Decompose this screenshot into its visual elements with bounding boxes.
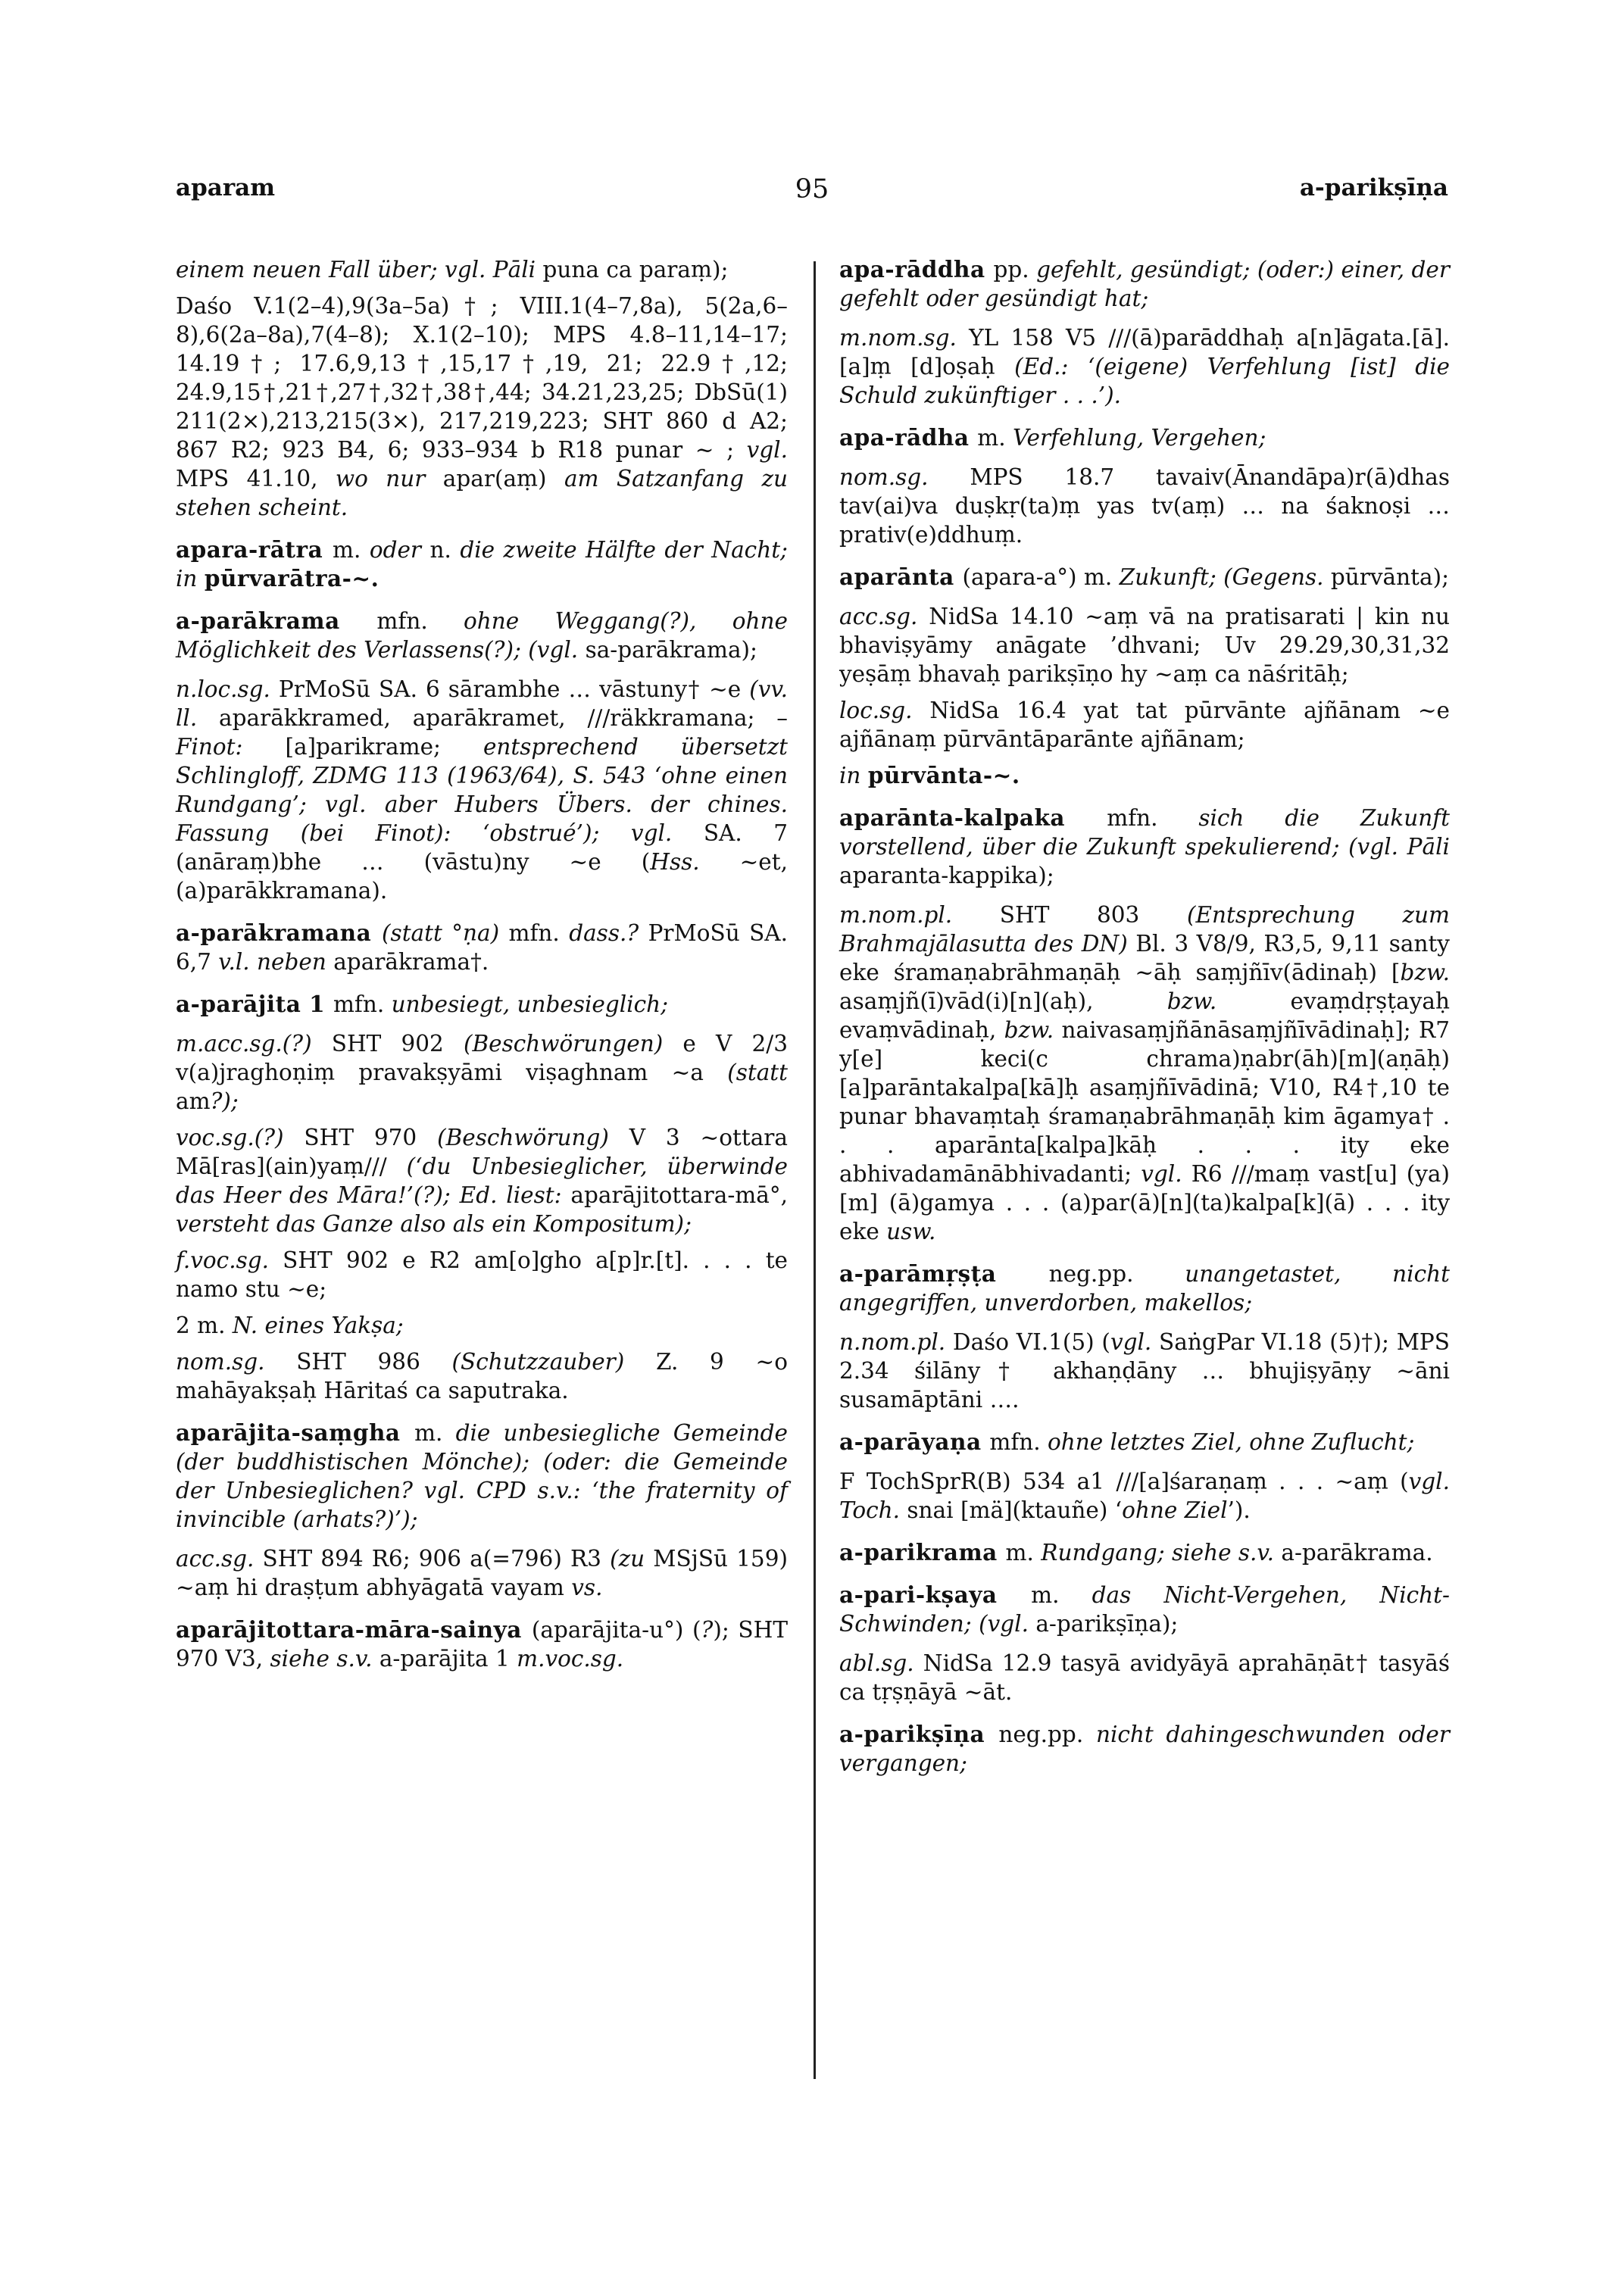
text-run: SHT 894 R6; 906 a(=796) R3 (262, 1546, 611, 1572)
text-run: mfn. (376, 608, 464, 634)
text-run: NidSa 12.9 tasyā avidyāyā aprahāṇāt† tasyāś ca tṛṣṇāyā ~āt. (839, 1650, 1450, 1705)
italic-text: Finot: (176, 734, 286, 760)
headword: aparājita-saṃgha (176, 1419, 415, 1446)
italic-text: (‘du Unbesieglicher, überwinde das Heer des Māra!’(?); Ed. liest: (176, 1153, 788, 1208)
headword: pūrvarātra-~. (204, 565, 379, 592)
italic-text: N. eines Yakṣa; (232, 1313, 404, 1338)
headword: a-parāyaṇa (839, 1428, 990, 1455)
italic-text: n.nom.pl. (839, 1329, 953, 1355)
headword: aparājitottara-māra-sainya (176, 1616, 532, 1643)
italic-text: wo nur (335, 466, 443, 492)
italic-text: bzw. (1004, 1017, 1062, 1043)
italic-text: vgl. (1110, 1329, 1160, 1355)
italic-text: (statt °ṇa) (382, 920, 509, 946)
text-run: naivasaṃjñānāsaṃjñīvādinaḥ]; R7 y[e] keci(c chrama)ṇabr(āh)[m](aṇāḥ) [a]parāntakalpa[kā]ḥ asaṃjñīvādinā; V10, R4†,10 te punar bhavaṃtaḥ śramaṇabrāhmaṇāḥ kim āgamya† . . . aparānta[kalpa]kāḥ . . . ity eke abhivadamānābhivadanti; (839, 1017, 1450, 1187)
headword: a-parikrama (839, 1539, 1006, 1566)
italic-text: (Beschwörungen) (463, 1031, 683, 1057)
entry-paragraph (176, 1544, 788, 1602)
dictionary-entry (839, 1720, 1450, 1778)
entry-paragraph (176, 1123, 788, 1238)
entry-paragraph (839, 696, 1450, 754)
dictionary-entry (839, 1581, 1450, 1638)
italic-text: ?); (210, 1088, 239, 1114)
italic-text: acc.sg. (839, 604, 929, 629)
italic-text: (Beschwörung) (437, 1125, 629, 1150)
text-run: m. (977, 425, 1013, 451)
text-run: Daśo VI.1(5) ( (952, 1329, 1110, 1355)
text-run: m. (1031, 1582, 1092, 1608)
text-run: aparākkramed, aparākramet, ///räkkramana; – (219, 705, 789, 731)
italic-text: m.voc.sg. (517, 1646, 624, 1672)
text-run: V 3 ~ottara Mā[ras](ain)yaṃ/// (176, 1125, 788, 1179)
entry-paragraph (839, 901, 1450, 1246)
italic-text: gefehlt, gesündigt; (oder:) einer, der gefehlt oder gesündigt hat; (839, 257, 1450, 311)
entry-paragraph (176, 1311, 788, 1340)
italic-text: nom.sg. (839, 464, 970, 490)
text-run: aparājitottara-mā°, (570, 1182, 788, 1208)
italic-text: acc.sg. (176, 1546, 263, 1572)
entry-paragraph (839, 463, 1450, 549)
entry-paragraph (839, 1467, 1450, 1525)
italic-text: bzw. (1400, 960, 1450, 985)
text-run: NidSa 16.4 yat tat pūrvānte ajñānam ~e ajñānaṃ pūrvāntāparānte ajñānam; (839, 698, 1451, 752)
text-run: mfn. (508, 920, 570, 946)
text-run: MSjSū 159) ~aṃ hi draṣṭum abhyāgatā vayam (176, 1546, 788, 1600)
italic-text: siehe s.v. (270, 1646, 379, 1672)
italic-text: (zu (610, 1546, 654, 1572)
headword: aparānta (839, 563, 963, 590)
italic-text: Verfehlung, Vergehen; (1012, 425, 1266, 451)
italic-text: in (839, 763, 868, 788)
italic-text: v.l. neben (218, 949, 334, 975)
text-run: R6 ///maṃ vast[u] (ya)[m] (ā)gamya . . . (a)par(ā)[n](ta)kalpa[k](ā) . . . ity eke (839, 1161, 1451, 1244)
text-run: neg.pp. (1048, 1261, 1185, 1287)
text-run: YL 158 V5 ///(ā)parāddhaḥ a[n]āgata.[ā].[a]ṃ [d]oṣaḥ (839, 325, 1450, 379)
dictionary-entry (839, 563, 1450, 592)
italic-text: einem neuen Fall über; vgl. Pāli (176, 257, 543, 283)
dictionary-entry (176, 1419, 788, 1534)
dictionary-entry (839, 255, 1450, 313)
italic-text: (Entsprechung zum Brahmajālasutta des DN) (839, 902, 1450, 957)
entry-paragraph (839, 1328, 1450, 1414)
header-right-catchword: a-parikṣīṇa (1299, 174, 1448, 201)
text-run: SHT 970 (304, 1125, 438, 1150)
page-header (0, 174, 1624, 220)
dictionary-entry (839, 804, 1450, 890)
italic-text: Rundgang; siehe s.v. (1041, 1540, 1282, 1566)
headword: apara-rātra (176, 536, 333, 563)
headword: aparānta-kalpaka (839, 804, 1107, 831)
italic-text: vgl. (746, 437, 788, 463)
text-run: a-parākrama. (1281, 1540, 1433, 1566)
text-run: F TochSprR(B) 534 a1 ///[a]śaraṇaṃ . . . ~aṃ ( (839, 1469, 1409, 1494)
dictionary-entry (839, 1260, 1450, 1317)
text-run: ’). (1227, 1497, 1251, 1523)
text-run: am (176, 1088, 211, 1114)
italic-text: m.nom.sg. (839, 325, 970, 351)
italic-text: versteht das Ganze also als ein Kompositum); (176, 1211, 692, 1237)
italic-text: (vv. ll. (176, 676, 788, 731)
text-run: apar(aṃ) (442, 466, 564, 492)
italic-text: vgl. (1141, 1161, 1191, 1187)
italic-text: abl.sg. (839, 1650, 923, 1676)
entry-paragraph (839, 323, 1450, 410)
italic-text: die zweite Hälfte der Nacht; in (176, 537, 788, 592)
column-divider (814, 261, 816, 2079)
entry-paragraph (176, 1347, 788, 1405)
italic-text: vs. (571, 1575, 603, 1600)
headword: a-parākramana (176, 919, 383, 946)
italic-text: unangetastet, nicht angegriffen, unverdorben, makellos; (839, 1261, 1450, 1316)
header-left-catchword: aparam (176, 174, 276, 201)
text-run: (apara-a°) m. (962, 564, 1120, 590)
italic-text: dass.? (569, 920, 648, 946)
dictionary-entry (176, 607, 788, 664)
italic-text: am Satzanfang zu stehen scheint. (176, 466, 788, 520)
text-run: SA. 7 (anāraṃ)bhe … (vāstu)ny ~e ( (176, 820, 788, 875)
headword: a-parākrama (176, 607, 377, 634)
italic-text: f.voc.sg. (176, 1247, 283, 1273)
italic-text: usw. (886, 1219, 936, 1244)
text-run: puna ca paraṃ); (542, 257, 729, 283)
text-run: (aparājita-u°) ( (531, 1617, 701, 1643)
dictionary-entry (176, 990, 788, 1019)
text-run: SHT 902 (331, 1031, 464, 1057)
text-run: PrMoSū SA. 6 sārambhe … vāstuny† ~e (278, 676, 750, 702)
italic-text: entsprechend übersetzt Schlingloff, ZDMG 113 (1963/64), S. 543 ‘ohne einen Rundgang’; vgl. aber Hubers Übers. der chines. Fassung (bei Finot): ‘obstrué’); vgl. (176, 734, 788, 846)
text-run: m. (414, 1420, 456, 1446)
text-run: e V 2/3 v(a)jraghoṇiṃ pravakṣyāmi viṣaghnam ~a (176, 1031, 788, 1085)
italic-text: m.nom.pl. (839, 902, 1000, 928)
italic-text: n.loc.sg. (176, 676, 279, 702)
text-run: asaṃjñ(ī)vād(i)[n](aḥ), (839, 988, 1167, 1014)
text-run: a-parājita 1 (379, 1646, 517, 1672)
text-run: ~et, (a)parākkramana). (176, 849, 788, 904)
italic-text: ohne letztes Ziel, ohne Zuflucht; (1048, 1429, 1415, 1455)
entry-paragraph (176, 675, 788, 905)
text-run: mfn. (333, 991, 392, 1017)
italic-text: nom.sg. (176, 1349, 297, 1375)
italic-text: oder (369, 537, 430, 563)
text-run: MPS 18.7 tavaiv(Ānandāpa)r(ā)dhas tav(ai)va duṣkṛ(ta)ṃ yas tv(aṃ) … na śaknoṣi … prativ(e)ddhuṃ. (839, 464, 1451, 548)
text-run: SHT 902 e R2 am[o]gho a[p]r.[t]. . . . te namo stu ~e; (176, 1247, 789, 1302)
entry-paragraph (839, 602, 1450, 688)
text-run: mfn. (1107, 805, 1199, 831)
text-run: neg.pp. (998, 1722, 1096, 1747)
text-run: Bl. 3 V8/9, R3,5, 9,11 santy eke śramaṇabrāhmaṇāḥ ~āḥ saṃjñīv(ādinaḥ) [ (839, 931, 1450, 985)
headword: a-pari-kṣaya (839, 1581, 1032, 1608)
entry-paragraph (839, 1649, 1450, 1706)
italic-text: Zukunft; (Gegens. (1119, 564, 1331, 590)
entry-paragraph (176, 1029, 788, 1116)
text-run: SaṅgPar VI.18 (5)†); MPS 2.34 śilāny† akhaṇḍāny … bhujiṣyāṇy ~āni susamāptāni …. (839, 1329, 1450, 1413)
italic-text: unbesiegt, unbesieglich; (391, 991, 669, 1017)
dictionary-entry (176, 919, 788, 976)
italic-text: voc.sg.(?) (176, 1125, 304, 1150)
dictionary-entry (176, 1616, 788, 1673)
text-run: 2 m. (176, 1313, 233, 1338)
text-run: ); SHT 970 V3, (176, 1617, 788, 1672)
entry-paragraph (839, 761, 1450, 790)
text-run: Daśo V.1(2–4),9(3a–5a)†; VIII.1(4–7,8a), 5(2a,6–8),6(2a–8a),7(4–8); X.1(2–10); MPS 4.8–11,14–17; 14.19†; 17.6,9,13†,15,17†,19, 21; 22.9†,12; 24.9,15†,21†,27†,32†,38†,44; 34.21,23,25; DbSū(1) 211(2×),213,215(3×), 217,219,223; SHT 860 d A2; 867 R2; 923 B4, 6; 933–934 b R18 punar ~ ; (176, 293, 788, 463)
text-run: NidSa 14.10 ~aṃ vā na pratisarati | kin nu bhaviṣyāmy anāgate ’dhvani; Uv 29.29,30,31,32 yeṣāṃ bhavaḥ parikṣīṇo hy ~aṃ ca nāśritāḥ; (839, 604, 1450, 687)
text-run: a-parikṣīṇa); (1035, 1611, 1179, 1637)
page-number: 95 (795, 174, 829, 204)
text-run: MPS 41.10, (176, 466, 336, 492)
italic-text: (Schutzzauber) (451, 1349, 656, 1375)
headword: apa-rāddha (839, 256, 994, 283)
dictionary-entry (839, 1538, 1450, 1567)
text-run: pūrvānta); (1330, 564, 1450, 590)
italic-text: nicht dahingeschwunden oder vergangen; (839, 1722, 1450, 1776)
text-run: snai [mä](ktauñe) ‘ (907, 1497, 1123, 1523)
dictionary-entry (839, 423, 1450, 452)
headword: pūrvānta-~. (867, 762, 1020, 788)
text-run: m. (1005, 1540, 1042, 1566)
headword: a-parājita 1 (176, 991, 333, 1017)
text-run: aparanta-kappika); (839, 863, 1054, 888)
entry-paragraph (176, 255, 788, 284)
italic-text: ohne Weggang(?), ohne Möglichkeit des Verlassens(?); (vgl. (176, 608, 788, 663)
italic-text: bzw. (1166, 988, 1291, 1014)
text-run: m. (333, 537, 370, 563)
entry-paragraph (176, 1246, 788, 1303)
text-run: pp. (993, 257, 1037, 283)
text-run: evaṃdṛṣṭayaḥ evaṃvādinaḥ, (839, 988, 1450, 1043)
italic-text: (Ed.: ‘(eigene) Verfehlung [ist] die Schuld zukünftiger . . .’). (839, 354, 1450, 408)
text-run: SHT 986 (296, 1349, 452, 1375)
italic-text: m.acc.sg.(?) (176, 1031, 332, 1057)
dictionary-entry (839, 1428, 1450, 1456)
headword: a-parikṣīṇa (839, 1721, 999, 1747)
text-run: sa-parākrama); (585, 637, 757, 663)
italic-text: ohne Ziel (1122, 1497, 1228, 1523)
text-run: PrMoSū SA. 6,7 (176, 920, 788, 975)
headword: apa-rādha (839, 424, 978, 451)
italic-text: Hss. (650, 849, 740, 875)
italic-text: ? (701, 1617, 714, 1643)
text-run: aparākrama†. (333, 949, 489, 975)
italic-text: die unbesiegliche Gemeinde (der buddhistischen Mönche); (oder: die Gemeinde der Unbesieglichen? vgl. CPD s.v.: ‘the fraternity of invincible (arhats?)’); (176, 1420, 788, 1532)
italic-text: vgl. Toch. (839, 1469, 1450, 1523)
italic-text: sich die Zukunft vorstellend, über die Zukunft spekulierend; (vgl. Pāli (839, 805, 1450, 860)
italic-text: das Nicht-Vergehen, Nicht-Schwinden; (vgl. (839, 1582, 1450, 1637)
italic-text: loc.sg. (839, 698, 930, 723)
text-run: n. (429, 537, 461, 563)
text-run: [a]parikrame; (285, 734, 483, 760)
right-column (839, 255, 1450, 1788)
left-column (176, 255, 788, 1684)
text-run: Z. 9 ~o mahāyakṣaḥ Hāritaś ca saputraka. (176, 1349, 788, 1403)
entry-paragraph (176, 292, 788, 522)
headword: a-parāmṛṣṭa (839, 1260, 1049, 1287)
italic-text: (statt (727, 1060, 788, 1085)
text-run: mfn. (989, 1429, 1048, 1455)
dictionary-entry (176, 535, 788, 593)
text-run: SHT 803 (999, 902, 1187, 928)
